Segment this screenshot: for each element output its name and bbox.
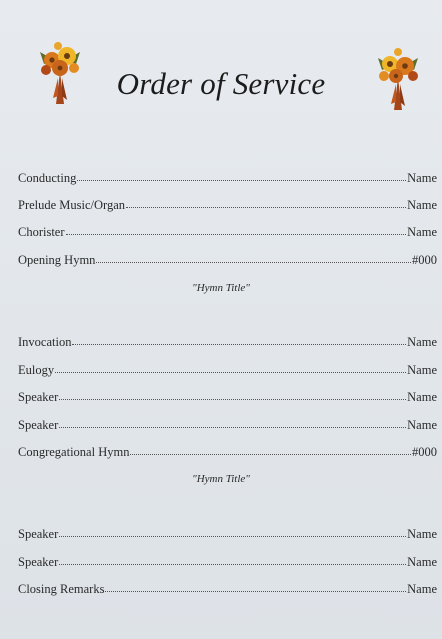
dot-leader xyxy=(59,556,406,566)
dot-leader xyxy=(59,528,406,538)
program-role: Chorister xyxy=(18,225,65,239)
program-role: Invocation xyxy=(18,335,72,349)
program-row xyxy=(18,362,437,378)
dot-leader xyxy=(55,364,406,374)
hymn-number: #000 xyxy=(412,253,437,267)
program-person: Name xyxy=(407,335,437,349)
program-person: Name xyxy=(407,171,437,185)
program-role: Speaker xyxy=(18,527,59,541)
program-row xyxy=(18,417,437,433)
dot-leader xyxy=(59,419,406,429)
program-person: Name xyxy=(407,198,437,212)
dot-leader xyxy=(126,199,406,209)
dot-leader xyxy=(72,336,406,346)
program-row xyxy=(18,389,437,405)
dot-leader xyxy=(96,254,411,264)
program-role: Speaker xyxy=(18,555,59,569)
program-role: Speaker xyxy=(18,418,59,432)
program-person: Name xyxy=(407,582,437,596)
hymn-title: "Hymn Title" xyxy=(192,282,250,294)
program-row xyxy=(18,170,437,186)
dot-leader xyxy=(59,391,406,401)
program-row xyxy=(18,252,437,268)
program-row xyxy=(18,444,437,460)
program-person: Name xyxy=(407,555,437,569)
program-role: Conducting xyxy=(18,171,77,185)
program-person: Name xyxy=(407,225,437,239)
hymn-title: "Hymn Title" xyxy=(192,473,250,485)
dot-leader xyxy=(105,583,406,593)
program-row xyxy=(18,526,437,542)
program-row xyxy=(18,581,437,597)
dot-leader xyxy=(66,226,407,236)
program-person: Name xyxy=(407,418,437,432)
program-role: Speaker xyxy=(18,390,59,404)
program-role: Congregational Hymn xyxy=(18,445,130,459)
program-person: Name xyxy=(407,363,437,377)
program-row xyxy=(18,224,437,240)
page-title: Order of Service xyxy=(116,66,326,101)
program-person: Name xyxy=(407,527,437,541)
hymn-number: #000 xyxy=(412,445,437,459)
program-row xyxy=(18,197,437,213)
program-role: Prelude Music/Organ xyxy=(18,198,126,212)
program-person: Name xyxy=(407,390,437,404)
program-role: Closing Remarks xyxy=(18,582,105,596)
program-row xyxy=(18,554,437,570)
program-role: Opening Hymn xyxy=(18,253,96,267)
program-role: Eulogy xyxy=(18,363,55,377)
program-row xyxy=(18,334,437,350)
dot-leader xyxy=(130,446,411,456)
dot-leader xyxy=(77,172,406,182)
